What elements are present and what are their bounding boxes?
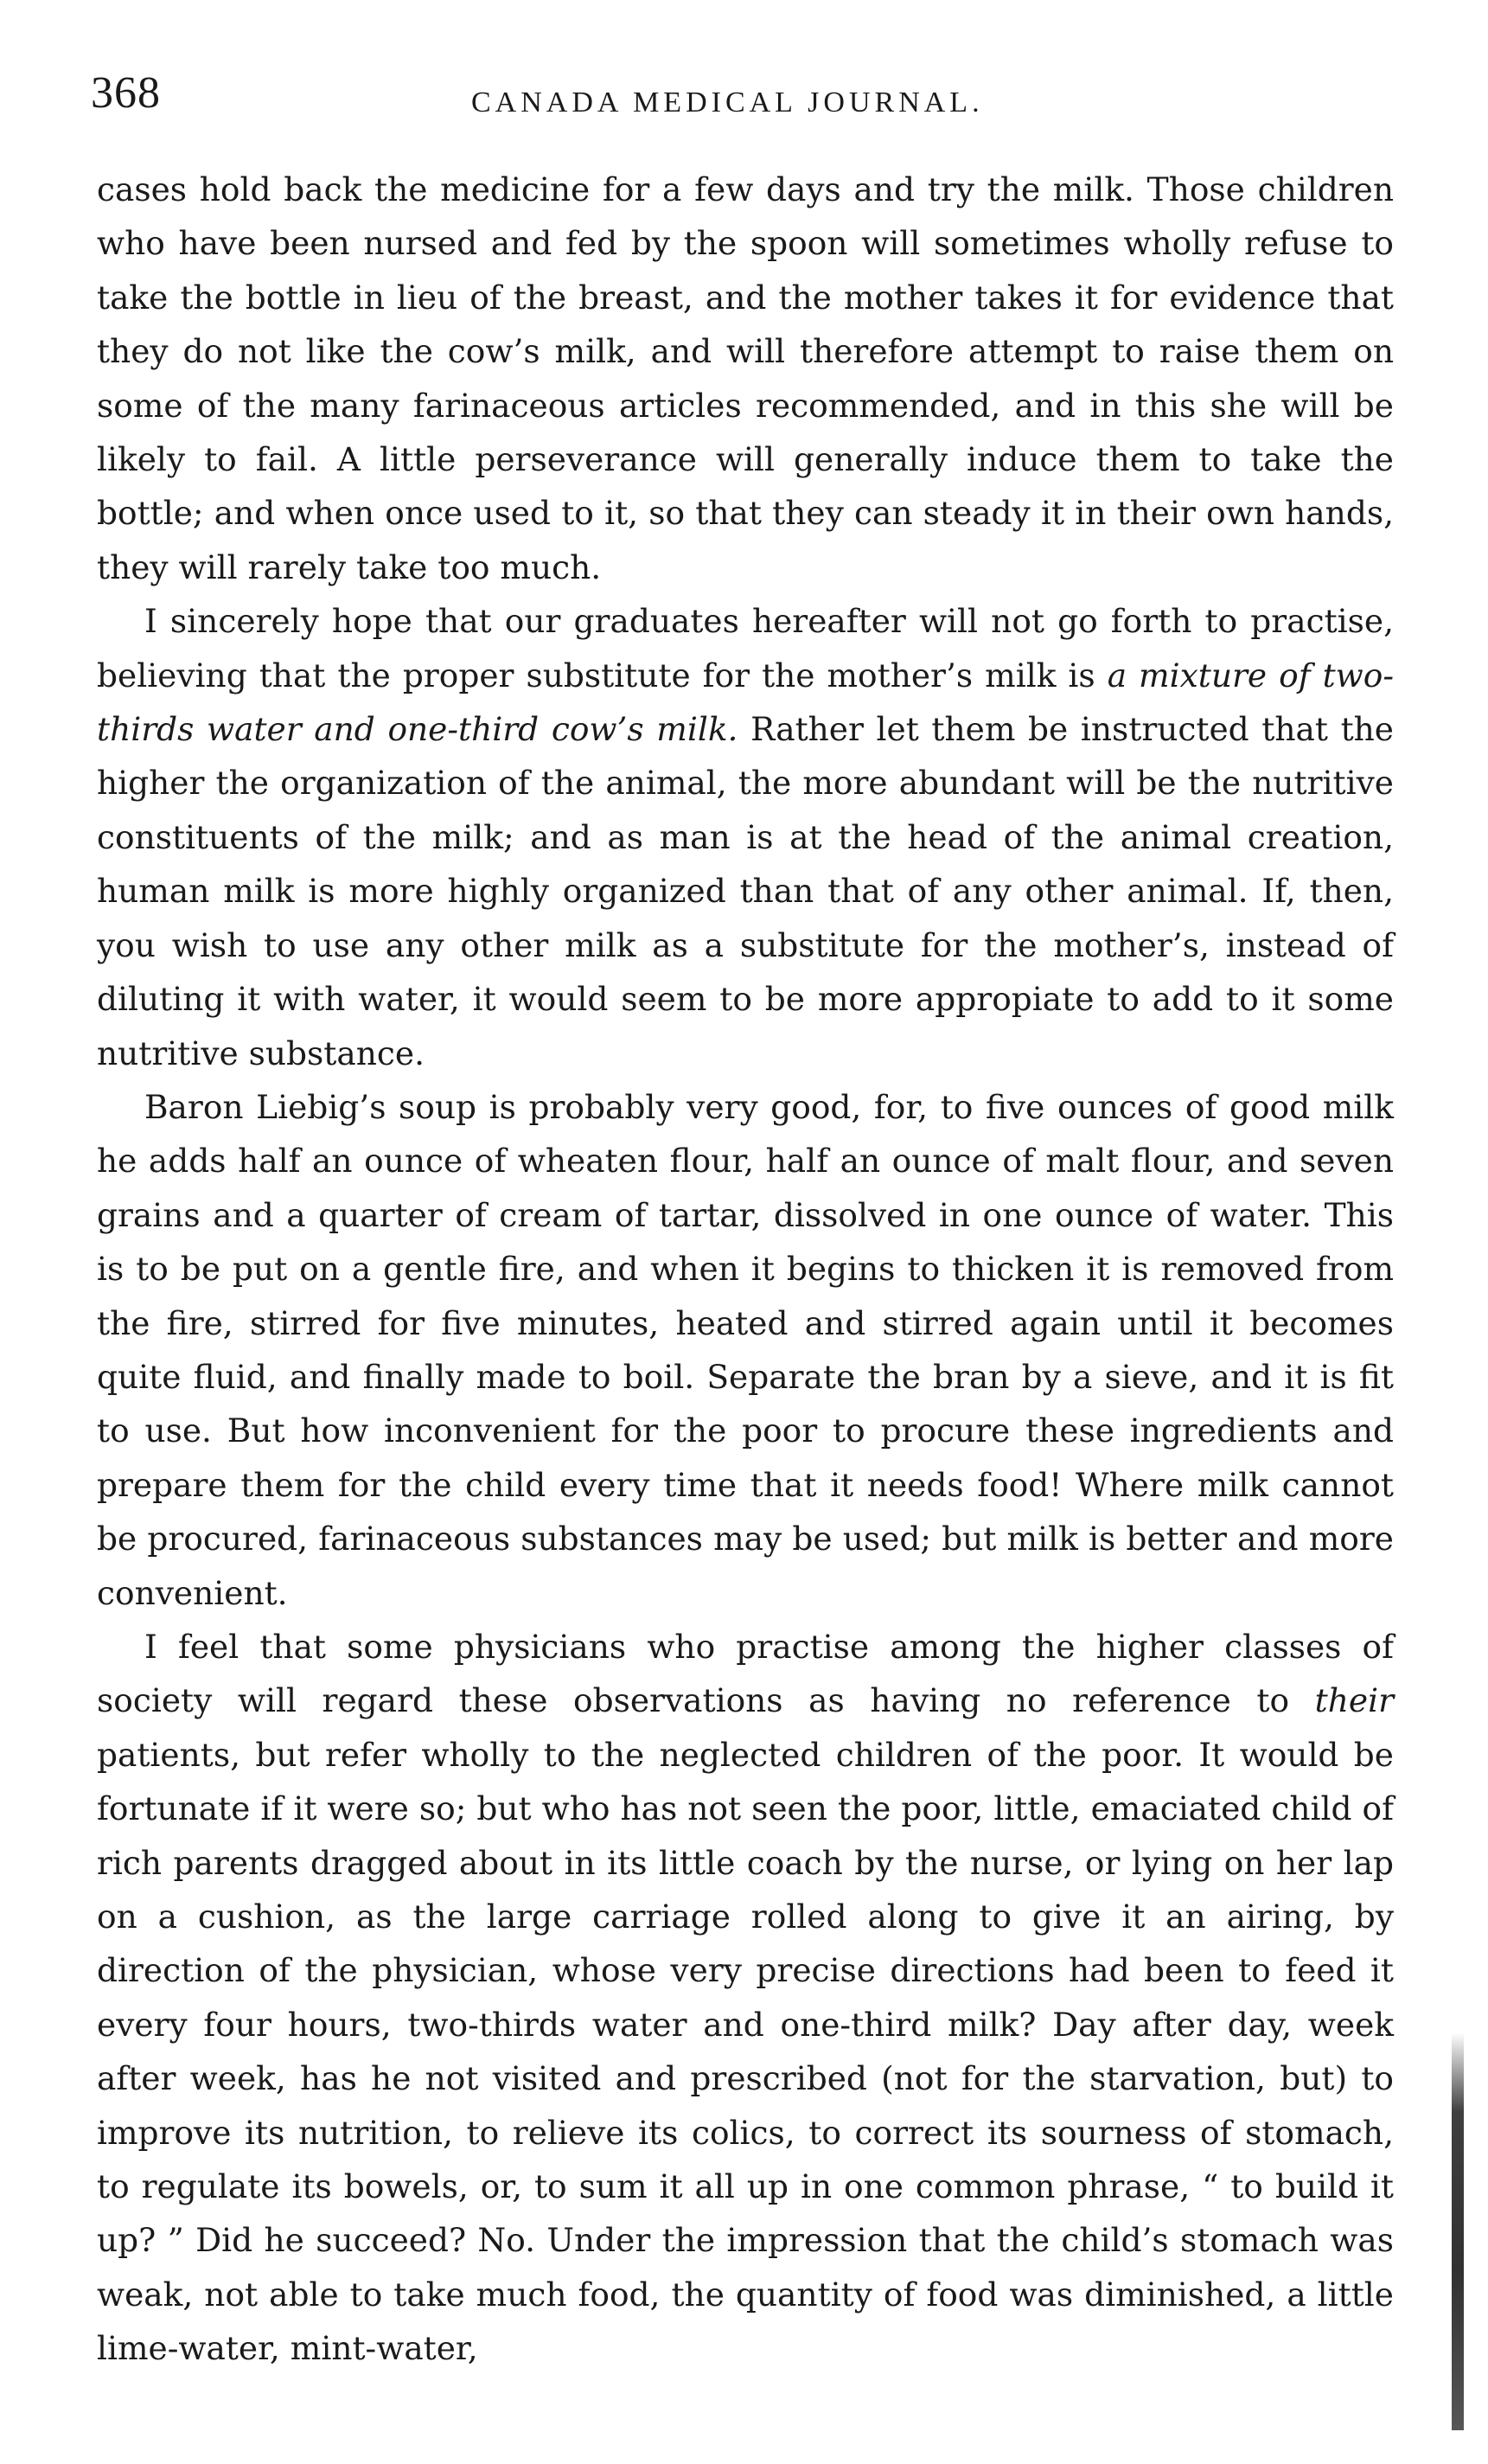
- paragraph-2-text-a: I sincerely hope that our graduates hereafter will not go forth to practise, believing that the proper substitute for the mother’s milk is: [97, 602, 1394, 694]
- page-number: 368: [91, 68, 161, 118]
- scan-edge-shadow: [1452, 2032, 1464, 2430]
- paragraph-2: [97, 594, 1394, 1080]
- paragraph-2-italic: a mixture of two-thirds water and one-third cow’s milk.: [97, 656, 1394, 749]
- paragraph-1: cases hold back the medicine for a few days and try the milk. Those children who have been nursed and fed by the spoon will sometimes wholly refuse to take the bottle in lieu of the breast, and the mother takes it for evidence that they do not like the cow’s milk, and will therefore attempt to raise them on some of the many farinaceous articles recommended, and in this she will be likely to fail. A little perseverance will generally induce them to take the bottle; and when once used to it, so that they can steady it in their own hands, they will rarely take too much.: [97, 170, 1394, 586]
- paragraph-2-text-b: Rather let them be instructed that the higher the organization of the animal, the more abundant will be the nutritive constituents of the milk; and as man is at the head of the animal creation, human milk is more highly organized than that of any other animal. If, then, you wish to use any other milk as a substitute for the mother’s, instead of diluting it with water, it would seem to be more appropiate to add to it some nutritive substance.: [97, 710, 1394, 1072]
- paragraph-4-italic: their: [1314, 1681, 1394, 1720]
- body-text: [97, 163, 1394, 2376]
- paragraph-4-text-b: patients, but refer wholly to the neglected children of the poor. It would be fortunate if it were so; but who has not seen the poor, little, emaciated child of rich parents dragged about in its little coach by the nurse, or lying on her lap on a cushion, as the large carriage rolled along to give it an airing, by direction of the physician, whose very precise directions had been to feed it every four hours, two-thirds water and one-third milk? Day after day, week after week, has he not visited and prescribed (not for the starvation, but) to improve its nutrition, to relieve its colics, to correct its sourness of stomach, to regulate its bowels, or, to sum it all up in one common phrase, “ to build it up? ” Did he succeed? No. Under the impression that the child’s stomach was weak, not able to take much food, the quantity of food was diminished, a little lime-water, mint-water,: [97, 1735, 1394, 2368]
- paragraph-4: [97, 1620, 1394, 2376]
- paragraph-3: Baron Liebig’s soup is probably very good, for, to five ounces of good milk he adds half an ounce of wheaten flour, half an ounce of malt flour, and seven grains and a quarter of cream of tartar, dissolved in one ounce of water. This is to be put on a gentle fire, and when it begins to thicken it is removed from the fire, stirred for five minutes, heated and stirred again until it becomes quite fluid, and finally made to boil. Separate the bran by a sieve, and it is fit to use. But how inconvenient for the poor to procure these ingredients and prepare them for the child every time that it needs food! Where milk cannot be procured, farinaceous substances may be used; but milk is better and more convenient.: [97, 1087, 1394, 1612]
- running-head: CANADA MEDICAL JOURNAL.: [471, 86, 984, 118]
- page-header: [91, 52, 1414, 138]
- paragraph-4-text-a: I feel that some physicians who practise among the higher classes of society will regard these observations as having no reference to: [97, 1627, 1394, 1720]
